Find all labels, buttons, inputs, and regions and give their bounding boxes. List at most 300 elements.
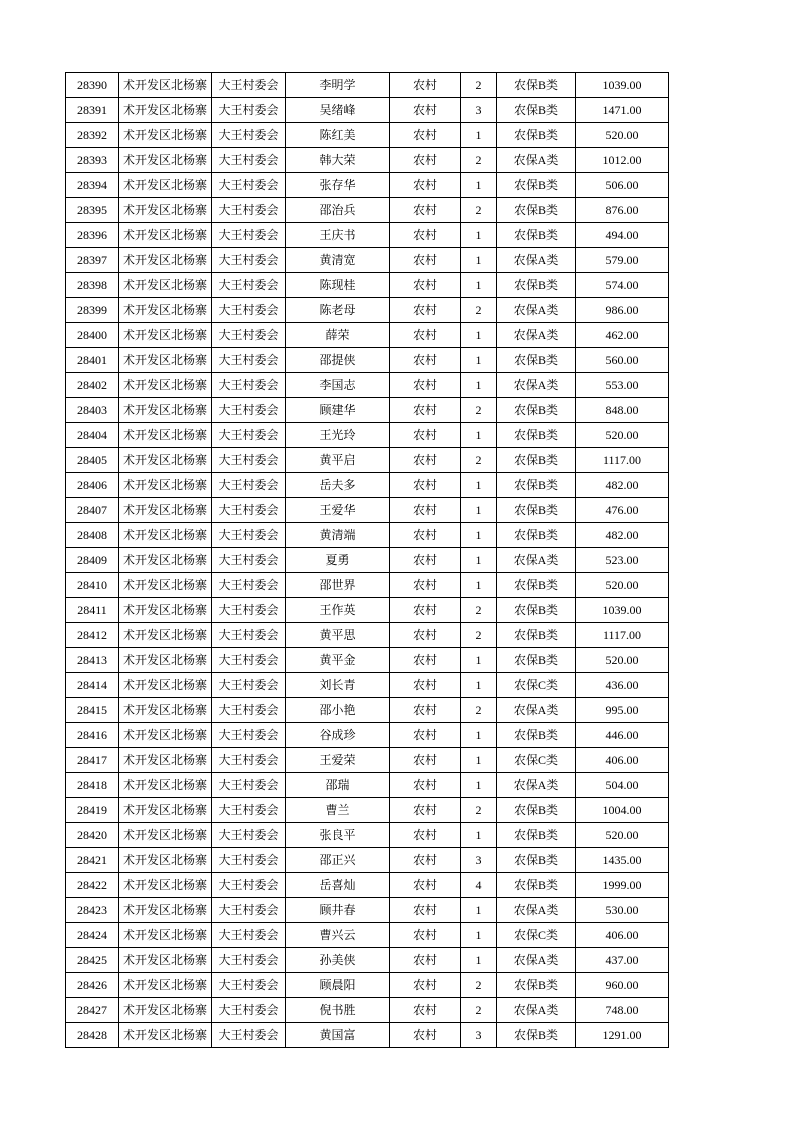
cell-count: 2 — [461, 398, 497, 423]
cell-count: 2 — [461, 73, 497, 98]
cell-residence: 农村 — [390, 523, 461, 548]
cell-village: 大王村委会 — [212, 898, 286, 923]
cell-residence: 农村 — [390, 823, 461, 848]
cell-id: 28395 — [66, 198, 119, 223]
cell-name: 陈老母 — [286, 298, 390, 323]
cell-district: 术开发区北杨寨 — [119, 398, 212, 423]
table-row — [66, 448, 669, 473]
cell-amount: 1117.00 — [576, 448, 669, 473]
cell-village: 大王村委会 — [212, 573, 286, 598]
cell-id: 28408 — [66, 523, 119, 548]
cell-amount: 1039.00 — [576, 598, 669, 623]
cell-name: 谷成珍 — [286, 723, 390, 748]
cell-village: 大王村委会 — [212, 798, 286, 823]
cell-amount: 574.00 — [576, 273, 669, 298]
cell-district: 术开发区北杨寨 — [119, 898, 212, 923]
cell-amount: 437.00 — [576, 948, 669, 973]
cell-amount: 1012.00 — [576, 148, 669, 173]
table-row — [66, 198, 669, 223]
cell-district: 术开发区北杨寨 — [119, 698, 212, 723]
cell-district: 术开发区北杨寨 — [119, 323, 212, 348]
cell-count: 1 — [461, 898, 497, 923]
cell-residence: 农村 — [390, 598, 461, 623]
table-row — [66, 498, 669, 523]
table-row — [66, 998, 669, 1023]
cell-name: 刘长青 — [286, 673, 390, 698]
cell-village: 大王村委会 — [212, 698, 286, 723]
cell-count: 4 — [461, 873, 497, 898]
table-row — [66, 1023, 669, 1048]
cell-amount: 1435.00 — [576, 848, 669, 873]
cell-amount: 1004.00 — [576, 798, 669, 823]
cell-amount: 494.00 — [576, 223, 669, 248]
cell-count: 2 — [461, 623, 497, 648]
cell-id: 28426 — [66, 973, 119, 998]
cell-district: 术开发区北杨寨 — [119, 298, 212, 323]
cell-village: 大王村委会 — [212, 223, 286, 248]
table-row — [66, 798, 669, 823]
cell-name: 吴绪峰 — [286, 98, 390, 123]
cell-name: 黄平思 — [286, 623, 390, 648]
cell-residence: 农村 — [390, 573, 461, 598]
cell-id: 28419 — [66, 798, 119, 823]
cell-category: 农保B类 — [497, 798, 576, 823]
cell-category: 农保B类 — [497, 98, 576, 123]
cell-name: 张存华 — [286, 173, 390, 198]
cell-residence: 农村 — [390, 398, 461, 423]
cell-count: 2 — [461, 448, 497, 473]
cell-count: 2 — [461, 198, 497, 223]
cell-village: 大王村委会 — [212, 923, 286, 948]
table-row — [66, 548, 669, 573]
cell-name: 顾井春 — [286, 898, 390, 923]
cell-residence: 农村 — [390, 248, 461, 273]
table-row — [66, 948, 669, 973]
cell-district: 术开发区北杨寨 — [119, 523, 212, 548]
cell-residence: 农村 — [390, 548, 461, 573]
cell-count: 1 — [461, 323, 497, 348]
table-row — [66, 373, 669, 398]
cell-district: 术开发区北杨寨 — [119, 823, 212, 848]
cell-count: 1 — [461, 823, 497, 848]
cell-count: 1 — [461, 423, 497, 448]
cell-count: 1 — [461, 223, 497, 248]
cell-amount: 504.00 — [576, 773, 669, 798]
cell-category: 农保A类 — [497, 548, 576, 573]
cell-village: 大王村委会 — [212, 273, 286, 298]
cell-residence: 农村 — [390, 723, 461, 748]
cell-amount: 520.00 — [576, 573, 669, 598]
cell-district: 术开发区北杨寨 — [119, 1023, 212, 1048]
table-row — [66, 573, 669, 598]
cell-id: 28424 — [66, 923, 119, 948]
cell-category: 农保B类 — [497, 173, 576, 198]
cell-name: 倪书胜 — [286, 998, 390, 1023]
cell-name: 张良平 — [286, 823, 390, 848]
table-row — [66, 73, 669, 98]
cell-amount: 848.00 — [576, 398, 669, 423]
cell-name: 王作英 — [286, 598, 390, 623]
cell-name: 顾晨阳 — [286, 973, 390, 998]
cell-district: 术开发区北杨寨 — [119, 548, 212, 573]
table-row — [66, 248, 669, 273]
table-row — [66, 723, 669, 748]
cell-count: 1 — [461, 523, 497, 548]
cell-amount: 1999.00 — [576, 873, 669, 898]
cell-count: 2 — [461, 798, 497, 823]
cell-category: 农保A类 — [497, 948, 576, 973]
cell-name: 黄国富 — [286, 1023, 390, 1048]
cell-category: 农保B类 — [497, 348, 576, 373]
cell-village: 大王村委会 — [212, 348, 286, 373]
table-row — [66, 698, 669, 723]
cell-village: 大王村委会 — [212, 823, 286, 848]
cell-count: 1 — [461, 923, 497, 948]
cell-district: 术开发区北杨寨 — [119, 223, 212, 248]
cell-residence: 农村 — [390, 223, 461, 248]
cell-district: 术开发区北杨寨 — [119, 473, 212, 498]
cell-amount: 1291.00 — [576, 1023, 669, 1048]
cell-category: 农保B类 — [497, 198, 576, 223]
table-row — [66, 323, 669, 348]
cell-district: 术开发区北杨寨 — [119, 723, 212, 748]
cell-count: 1 — [461, 723, 497, 748]
cell-name: 韩大荣 — [286, 148, 390, 173]
cell-category: 农保B类 — [497, 223, 576, 248]
cell-village: 大王村委会 — [212, 398, 286, 423]
cell-name: 黄清宽 — [286, 248, 390, 273]
cell-amount: 406.00 — [576, 923, 669, 948]
cell-count: 1 — [461, 948, 497, 973]
cell-residence: 农村 — [390, 873, 461, 898]
cell-amount: 462.00 — [576, 323, 669, 348]
cell-residence: 农村 — [390, 298, 461, 323]
cell-category: 农保A类 — [497, 773, 576, 798]
cell-name: 岳喜灿 — [286, 873, 390, 898]
cell-id: 28423 — [66, 898, 119, 923]
cell-category: 农保A类 — [497, 323, 576, 348]
cell-id: 28428 — [66, 1023, 119, 1048]
cell-residence: 农村 — [390, 148, 461, 173]
cell-name: 孙美侠 — [286, 948, 390, 973]
cell-amount: 876.00 — [576, 198, 669, 223]
cell-id: 28391 — [66, 98, 119, 123]
table-row — [66, 223, 669, 248]
cell-village: 大王村委会 — [212, 723, 286, 748]
cell-count: 1 — [461, 498, 497, 523]
cell-category: 农保B类 — [497, 1023, 576, 1048]
cell-residence: 农村 — [390, 323, 461, 348]
table-row — [66, 823, 669, 848]
cell-district: 术开发区北杨寨 — [119, 773, 212, 798]
cell-district: 术开发区北杨寨 — [119, 873, 212, 898]
cell-name: 黄平启 — [286, 448, 390, 473]
cell-village: 大王村委会 — [212, 423, 286, 448]
cell-residence: 农村 — [390, 648, 461, 673]
table-row — [66, 898, 669, 923]
cell-amount: 995.00 — [576, 698, 669, 723]
cell-residence: 农村 — [390, 673, 461, 698]
cell-village: 大王村委会 — [212, 873, 286, 898]
cell-amount: 1039.00 — [576, 73, 669, 98]
cell-residence: 农村 — [390, 448, 461, 473]
cell-category: 农保B类 — [497, 848, 576, 873]
cell-name: 王爱华 — [286, 498, 390, 523]
cell-category: 农保A类 — [497, 148, 576, 173]
cell-district: 术开发区北杨寨 — [119, 273, 212, 298]
cell-id: 28412 — [66, 623, 119, 648]
cell-village: 大王村委会 — [212, 473, 286, 498]
cell-id: 28394 — [66, 173, 119, 198]
cell-id: 28400 — [66, 323, 119, 348]
cell-name: 邵治兵 — [286, 198, 390, 223]
cell-id: 28413 — [66, 648, 119, 673]
cell-id: 28414 — [66, 673, 119, 698]
cell-category: 农保B类 — [497, 648, 576, 673]
cell-amount: 1117.00 — [576, 623, 669, 648]
cell-residence: 农村 — [390, 198, 461, 223]
cell-category: 农保B类 — [497, 423, 576, 448]
cell-residence: 农村 — [390, 973, 461, 998]
cell-village: 大王村委会 — [212, 248, 286, 273]
cell-amount: 748.00 — [576, 998, 669, 1023]
cell-id: 28418 — [66, 773, 119, 798]
cell-residence: 农村 — [390, 273, 461, 298]
table-row — [66, 473, 669, 498]
cell-village: 大王村委会 — [212, 598, 286, 623]
cell-name: 邵世界 — [286, 573, 390, 598]
cell-category: 农保B类 — [497, 123, 576, 148]
cell-id: 28416 — [66, 723, 119, 748]
cell-id: 28399 — [66, 298, 119, 323]
cell-village: 大王村委会 — [212, 623, 286, 648]
cell-id: 28422 — [66, 873, 119, 898]
cell-district: 术开发区北杨寨 — [119, 998, 212, 1023]
cell-residence: 农村 — [390, 98, 461, 123]
cell-id: 28410 — [66, 573, 119, 598]
cell-category: 农保B类 — [497, 73, 576, 98]
cell-residence: 农村 — [390, 798, 461, 823]
cell-count: 1 — [461, 273, 497, 298]
cell-category: 农保B类 — [497, 448, 576, 473]
cell-name: 陈红美 — [286, 123, 390, 148]
cell-residence: 农村 — [390, 698, 461, 723]
cell-name: 黄清端 — [286, 523, 390, 548]
cell-category: 农保A类 — [497, 248, 576, 273]
cell-id: 28402 — [66, 373, 119, 398]
cell-category: 农保B类 — [497, 398, 576, 423]
table-row — [66, 348, 669, 373]
cell-name: 邵正兴 — [286, 848, 390, 873]
cell-district: 术开发区北杨寨 — [119, 373, 212, 398]
cell-name: 邵瑞 — [286, 773, 390, 798]
cell-residence: 农村 — [390, 848, 461, 873]
cell-village: 大王村委会 — [212, 148, 286, 173]
cell-residence: 农村 — [390, 73, 461, 98]
cell-residence: 农村 — [390, 1023, 461, 1048]
table-row — [66, 273, 669, 298]
cell-category: 农保A类 — [497, 298, 576, 323]
cell-name: 陈现桂 — [286, 273, 390, 298]
table-row — [66, 873, 669, 898]
cell-category: 农保A类 — [497, 698, 576, 723]
cell-id: 28404 — [66, 423, 119, 448]
cell-id: 28409 — [66, 548, 119, 573]
table-row — [66, 673, 669, 698]
cell-category: 农保C类 — [497, 673, 576, 698]
cell-id: 28403 — [66, 398, 119, 423]
cell-amount: 523.00 — [576, 548, 669, 573]
cell-count: 3 — [461, 1023, 497, 1048]
cell-id: 28421 — [66, 848, 119, 873]
cell-amount: 476.00 — [576, 498, 669, 523]
cell-amount: 579.00 — [576, 248, 669, 273]
cell-name: 黄平金 — [286, 648, 390, 673]
cell-district: 术开发区北杨寨 — [119, 748, 212, 773]
cell-residence: 农村 — [390, 173, 461, 198]
cell-amount: 553.00 — [576, 373, 669, 398]
cell-name: 夏勇 — [286, 548, 390, 573]
cell-district: 术开发区北杨寨 — [119, 573, 212, 598]
table-row — [66, 398, 669, 423]
table-row — [66, 923, 669, 948]
cell-count: 2 — [461, 698, 497, 723]
cell-name: 邵小艳 — [286, 698, 390, 723]
cell-district: 术开发区北杨寨 — [119, 798, 212, 823]
table-row — [66, 123, 669, 148]
cell-name: 王爱荣 — [286, 748, 390, 773]
cell-name: 李国志 — [286, 373, 390, 398]
cell-name: 曹兰 — [286, 798, 390, 823]
cell-amount: 406.00 — [576, 748, 669, 773]
cell-village: 大王村委会 — [212, 848, 286, 873]
cell-residence: 农村 — [390, 423, 461, 448]
cell-name: 曹兴云 — [286, 923, 390, 948]
cell-district: 术开发区北杨寨 — [119, 598, 212, 623]
cell-village: 大王村委会 — [212, 973, 286, 998]
cell-district: 术开发区北杨寨 — [119, 73, 212, 98]
cell-district: 术开发区北杨寨 — [119, 848, 212, 873]
cell-count: 1 — [461, 373, 497, 398]
cell-category: 农保B类 — [497, 873, 576, 898]
table-row — [66, 623, 669, 648]
cell-category: 农保B类 — [497, 973, 576, 998]
cell-residence: 农村 — [390, 898, 461, 923]
cell-amount: 986.00 — [576, 298, 669, 323]
cell-village: 大王村委会 — [212, 373, 286, 398]
cell-category: 农保B类 — [497, 473, 576, 498]
cell-id: 28390 — [66, 73, 119, 98]
cell-count: 1 — [461, 348, 497, 373]
cell-residence: 农村 — [390, 348, 461, 373]
cell-village: 大王村委会 — [212, 123, 286, 148]
table-row — [66, 648, 669, 673]
cell-village: 大王村委会 — [212, 448, 286, 473]
cell-village: 大王村委会 — [212, 998, 286, 1023]
table-row — [66, 773, 669, 798]
cell-count: 1 — [461, 248, 497, 273]
table-row — [66, 523, 669, 548]
cell-name: 李明学 — [286, 73, 390, 98]
cell-village: 大王村委会 — [212, 98, 286, 123]
cell-count: 1 — [461, 173, 497, 198]
cell-village: 大王村委会 — [212, 773, 286, 798]
table-row — [66, 748, 669, 773]
table-row — [66, 973, 669, 998]
cell-amount: 446.00 — [576, 723, 669, 748]
cell-count: 1 — [461, 748, 497, 773]
cell-district: 术开发区北杨寨 — [119, 498, 212, 523]
cell-village: 大王村委会 — [212, 748, 286, 773]
cell-count: 1 — [461, 773, 497, 798]
cell-category: 农保A类 — [497, 898, 576, 923]
cell-district: 术开发区北杨寨 — [119, 923, 212, 948]
table-body — [66, 73, 669, 1048]
cell-amount: 482.00 — [576, 473, 669, 498]
cell-count: 1 — [461, 573, 497, 598]
cell-district: 术开发区北杨寨 — [119, 148, 212, 173]
cell-residence: 农村 — [390, 373, 461, 398]
benefits-table — [65, 72, 669, 1048]
cell-id: 28396 — [66, 223, 119, 248]
cell-residence: 农村 — [390, 623, 461, 648]
cell-name: 王庆书 — [286, 223, 390, 248]
cell-category: 农保A类 — [497, 998, 576, 1023]
cell-village: 大王村委会 — [212, 323, 286, 348]
table-row — [66, 173, 669, 198]
cell-residence: 农村 — [390, 998, 461, 1023]
cell-district: 术开发区北杨寨 — [119, 448, 212, 473]
cell-category: 农保C类 — [497, 748, 576, 773]
cell-village: 大王村委会 — [212, 298, 286, 323]
cell-district: 术开发区北杨寨 — [119, 648, 212, 673]
cell-district: 术开发区北杨寨 — [119, 973, 212, 998]
cell-village: 大王村委会 — [212, 673, 286, 698]
cell-id: 28420 — [66, 823, 119, 848]
cell-amount: 482.00 — [576, 523, 669, 548]
cell-residence: 农村 — [390, 123, 461, 148]
cell-count: 1 — [461, 123, 497, 148]
cell-residence: 农村 — [390, 773, 461, 798]
cell-village: 大王村委会 — [212, 73, 286, 98]
cell-count: 2 — [461, 973, 497, 998]
cell-amount: 1471.00 — [576, 98, 669, 123]
cell-category: 农保B类 — [497, 623, 576, 648]
cell-residence: 农村 — [390, 748, 461, 773]
cell-amount: 436.00 — [576, 673, 669, 698]
cell-district: 术开发区北杨寨 — [119, 98, 212, 123]
cell-village: 大王村委会 — [212, 948, 286, 973]
cell-district: 术开发区北杨寨 — [119, 173, 212, 198]
cell-amount: 520.00 — [576, 123, 669, 148]
cell-amount: 506.00 — [576, 173, 669, 198]
cell-id: 28398 — [66, 273, 119, 298]
cell-count: 2 — [461, 598, 497, 623]
table-row — [66, 423, 669, 448]
cell-category: 农保B类 — [497, 273, 576, 298]
cell-category: 农保B类 — [497, 823, 576, 848]
cell-category: 农保A类 — [497, 373, 576, 398]
cell-id: 28425 — [66, 948, 119, 973]
cell-amount: 560.00 — [576, 348, 669, 373]
cell-amount: 530.00 — [576, 898, 669, 923]
cell-village: 大王村委会 — [212, 648, 286, 673]
table-row — [66, 148, 669, 173]
cell-name: 王光玲 — [286, 423, 390, 448]
cell-name: 顾建华 — [286, 398, 390, 423]
cell-count: 3 — [461, 98, 497, 123]
cell-count: 1 — [461, 648, 497, 673]
